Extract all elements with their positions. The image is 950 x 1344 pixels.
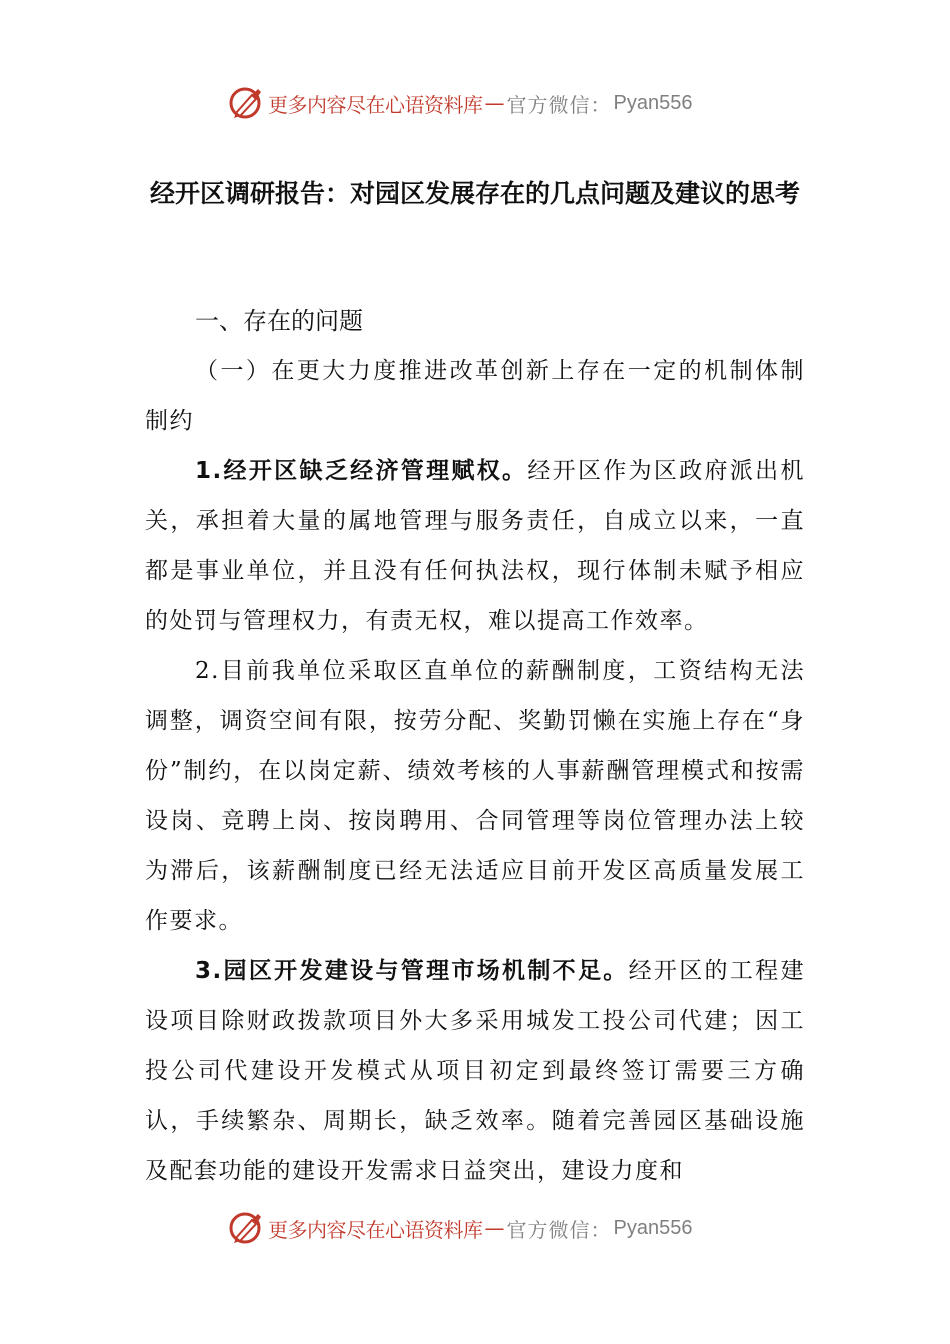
watermark-dash: — [484, 91, 505, 115]
watermark-wechat-id: Pyan556 [613, 91, 693, 114]
section-heading: 一、存在的问题 [195, 307, 363, 335]
document-body [145, 346, 805, 1196]
document-title: 经开区调研报告：对园区发展存在的几点问题及建议的思考 [149, 179, 800, 208]
paragraph-3-text: 经开区的工程建设项目除财政拨款项目外大多采用城发工投公司代建；因工投公司代建设开发模式从项目初定到最终签订需要三方确认，手续繁杂、周期长，缺乏效率。随着完善园区基础设施及配套功能的建设开发需求日益突出，建设力度和 [145, 958, 806, 1184]
watermark-wechat-label: 官方微信： [506, 1217, 612, 1242]
subsection-heading: （一）在更大力度推进改革创新上存在一定的机制体制制约 [145, 358, 805, 434]
pen-logo-icon [228, 85, 264, 121]
paragraph-1-text: 经开区作为区政府派出机关，承担着大量的属地管理与服务责任，自成立以来，一直都是事业单位，并且没有任何执法权，现行体制未赋予相应的处罚与管理权力，有责无权，难以提高工作效率。 [145, 458, 805, 634]
paragraph-3-lead: 3.园区开发建设与管理市场机制不足。 [195, 958, 629, 984]
paragraph-1-lead: 1.经开区缺乏经济管理赋权。 [195, 458, 528, 484]
watermark-dash: — [484, 1216, 505, 1240]
watermark-wechat-label: 官方微信： [506, 92, 612, 117]
paragraph-1 [145, 446, 805, 646]
paragraph-3 [145, 946, 805, 1196]
pen-logo-icon [228, 1210, 264, 1246]
watermark-footer [228, 1208, 692, 1248]
watermark-header [228, 83, 692, 123]
watermark-site-text: 更多内容尽在心语资料库 [268, 1217, 483, 1242]
watermark-site-text: 更多内容尽在心语资料库 [268, 92, 483, 117]
watermark-wechat-id: Pyan556 [613, 1216, 693, 1239]
paragraph-2: 2.目前我单位采取区直单位的薪酬制度，工资结构无法调整，调资空间有限，按劳分配、奖勤罚懒在实施上存在“身份”制约，在以岗定薪、绩效考核的人事薪酬管理模式和按需设岗、竞聘上岗、按岗聘用、合同管理等岗位管理办法上较为滞后，该薪酬制度已经无法适应目前开发区高质量发展工作要求。 [145, 658, 805, 934]
